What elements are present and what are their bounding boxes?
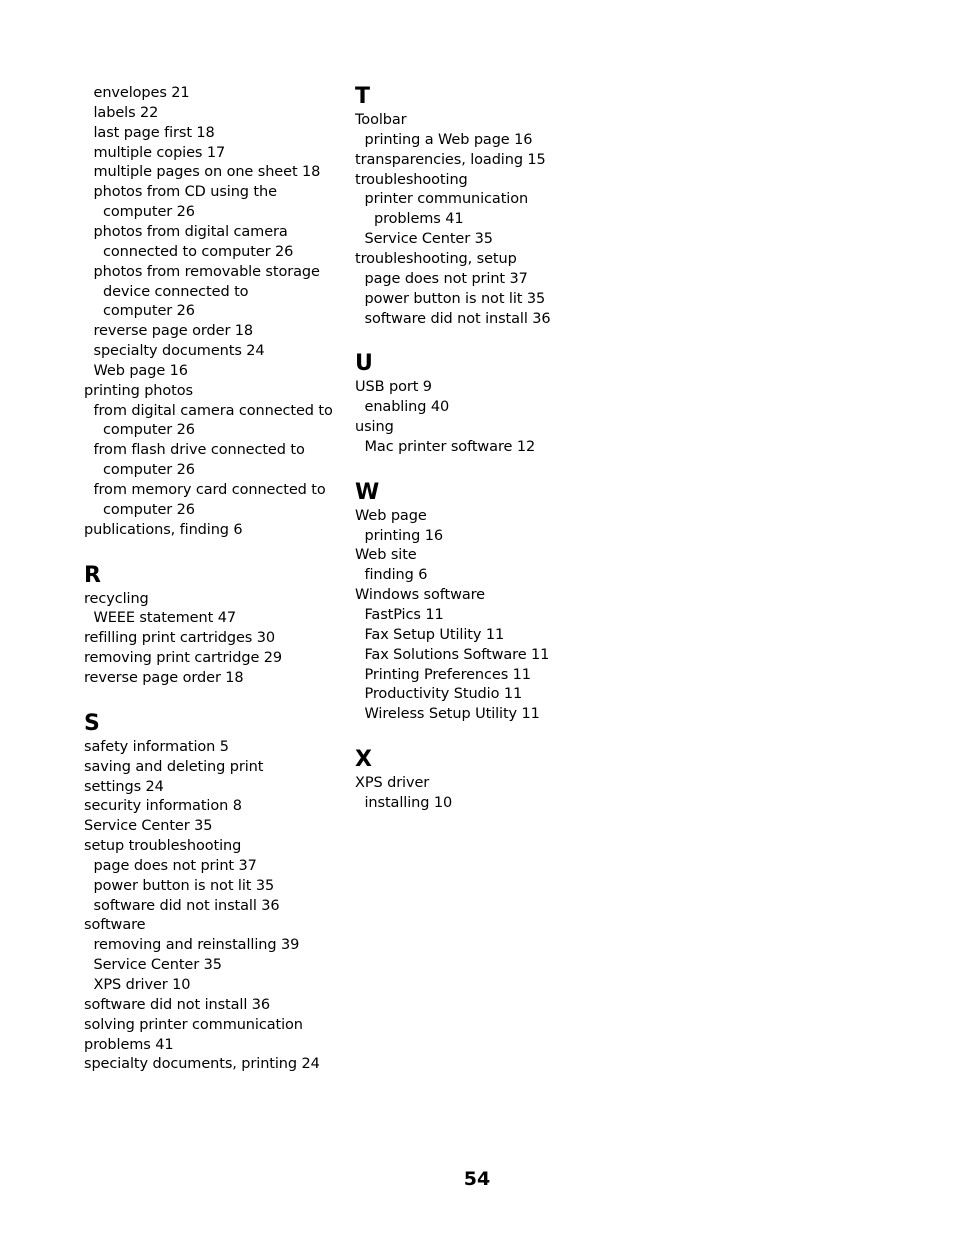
- index-subentry: page does not print 37: [364, 270, 528, 287]
- index-entry: specialty documents, printing 24: [84, 1056, 320, 1073]
- index-subentry: from flash drive connected to: [93, 442, 305, 459]
- index-subentry: Fax Solutions Software 11: [364, 646, 550, 663]
- section-letter-heading: W: [355, 479, 380, 505]
- index-entry: Service Center 35: [84, 818, 213, 835]
- index-entry: reverse page order 18: [84, 669, 244, 686]
- index-subentry: labels 22: [93, 104, 159, 121]
- section-letter-heading: X: [355, 747, 372, 773]
- index-entry: XPS driver: [355, 775, 430, 792]
- index-entry: Windows software: [355, 587, 486, 604]
- index-entry: Toolbar: [355, 112, 407, 128]
- index-subentry: software did not install 36: [93, 897, 280, 914]
- index-subentry: page does not print 37: [93, 857, 257, 874]
- index-subentry: Printing Preferences 11: [364, 666, 531, 683]
- index-entry: problems 41: [84, 1036, 174, 1053]
- index-subentry: enabling 40: [364, 399, 450, 416]
- index-subentry: Fax Setup Utility 11: [364, 626, 505, 643]
- index-entry: removing print cartridge 29: [84, 650, 283, 667]
- page-number: 54: [463, 1168, 491, 1190]
- index-subentry: FastPics 11: [364, 607, 444, 623]
- index-subentry: Wireless Setup Utility 11: [364, 706, 540, 723]
- index-subentry: photos from removable storage: [93, 263, 320, 280]
- index-entry: Web page: [355, 507, 427, 524]
- index-subentry: power button is not lit 35: [364, 290, 546, 307]
- index-subentry: Service Center 35: [93, 957, 222, 974]
- index-subentry: Mac printer software 12: [364, 438, 536, 455]
- index-entry: settings 24: [84, 778, 164, 795]
- index-entry: saving and deleting print: [84, 758, 264, 775]
- index-subentry: device connected to: [103, 283, 249, 300]
- index-subentry: connected to computer 26: [103, 243, 294, 260]
- index-entry: refilling print cartridges 30: [84, 630, 276, 647]
- index-entry: software did not install 36: [84, 996, 271, 1013]
- section-letter-heading: S: [84, 710, 100, 736]
- index-subentry: multiple copies 17: [93, 144, 226, 161]
- index-subentry: reverse page order 18: [93, 323, 254, 340]
- index-subentry: computer 26: [103, 204, 195, 221]
- index-entry: setup troubleshooting: [84, 838, 242, 855]
- index-entry: troubleshooting: [355, 171, 468, 188]
- index-subentry: software did not install 36: [364, 310, 551, 327]
- index-entry: recycling: [84, 590, 149, 607]
- index-entry: USB port 9: [355, 379, 432, 396]
- index-subentry: XPS driver 10: [93, 977, 191, 993]
- index-subentry: envelopes 21: [93, 85, 190, 101]
- index-subentry: printing a Web page 16: [364, 131, 533, 148]
- index-subentry: computer 26: [103, 422, 195, 439]
- index-entry: Web site: [355, 547, 417, 564]
- section-letter-heading: T: [355, 84, 371, 109]
- index-subentry: specialty documents 24: [93, 343, 265, 360]
- index-entry: troubleshooting, setup: [355, 250, 517, 267]
- index-subentry: computer 26: [103, 462, 195, 479]
- index-subentry: Service Center 35: [364, 231, 493, 248]
- index-subentry: last page first 18: [93, 124, 215, 141]
- section-letter-heading: R: [84, 562, 101, 588]
- index-subentry: multiple pages on one sheet 18: [93, 164, 321, 181]
- index-subentry: printer communication: [364, 191, 529, 208]
- index-entry: using: [355, 419, 394, 436]
- index-subentry: computer 26: [103, 303, 195, 320]
- index-subentry: photos from digital camera: [93, 223, 288, 240]
- index-subentry: photos from CD using the: [93, 184, 277, 201]
- index-entry: software: [84, 917, 146, 934]
- index-subentry: from memory card connected to: [93, 482, 326, 498]
- index-entry: safety information 5: [84, 738, 229, 755]
- index-entry: security information 8: [84, 798, 242, 815]
- index-subentry: finding 6: [364, 567, 428, 584]
- index-entry: publications, finding 6: [84, 521, 243, 538]
- index-entry: solving printer communication: [84, 1016, 303, 1033]
- index-subentry: removing and reinstalling 39: [93, 937, 300, 954]
- index-subentry: problems 41: [374, 211, 464, 228]
- index-entry: transparencies, loading 15: [355, 151, 546, 168]
- index-entry: printing photos: [84, 382, 193, 399]
- index-subentry: computer 26: [103, 501, 195, 518]
- index-subentry: installing 10: [364, 794, 453, 811]
- section-letter-heading: U: [355, 351, 373, 377]
- index-subentry: power button is not lit 35: [93, 877, 275, 894]
- index-subentry: from digital camera connected to: [93, 402, 333, 419]
- index-subentry: printing 16: [364, 527, 443, 544]
- index-subentry: Productivity Studio 11: [364, 686, 523, 703]
- index-subentry: Web page 16: [93, 362, 188, 379]
- index-subentry: WEEE statement 47: [93, 610, 236, 627]
